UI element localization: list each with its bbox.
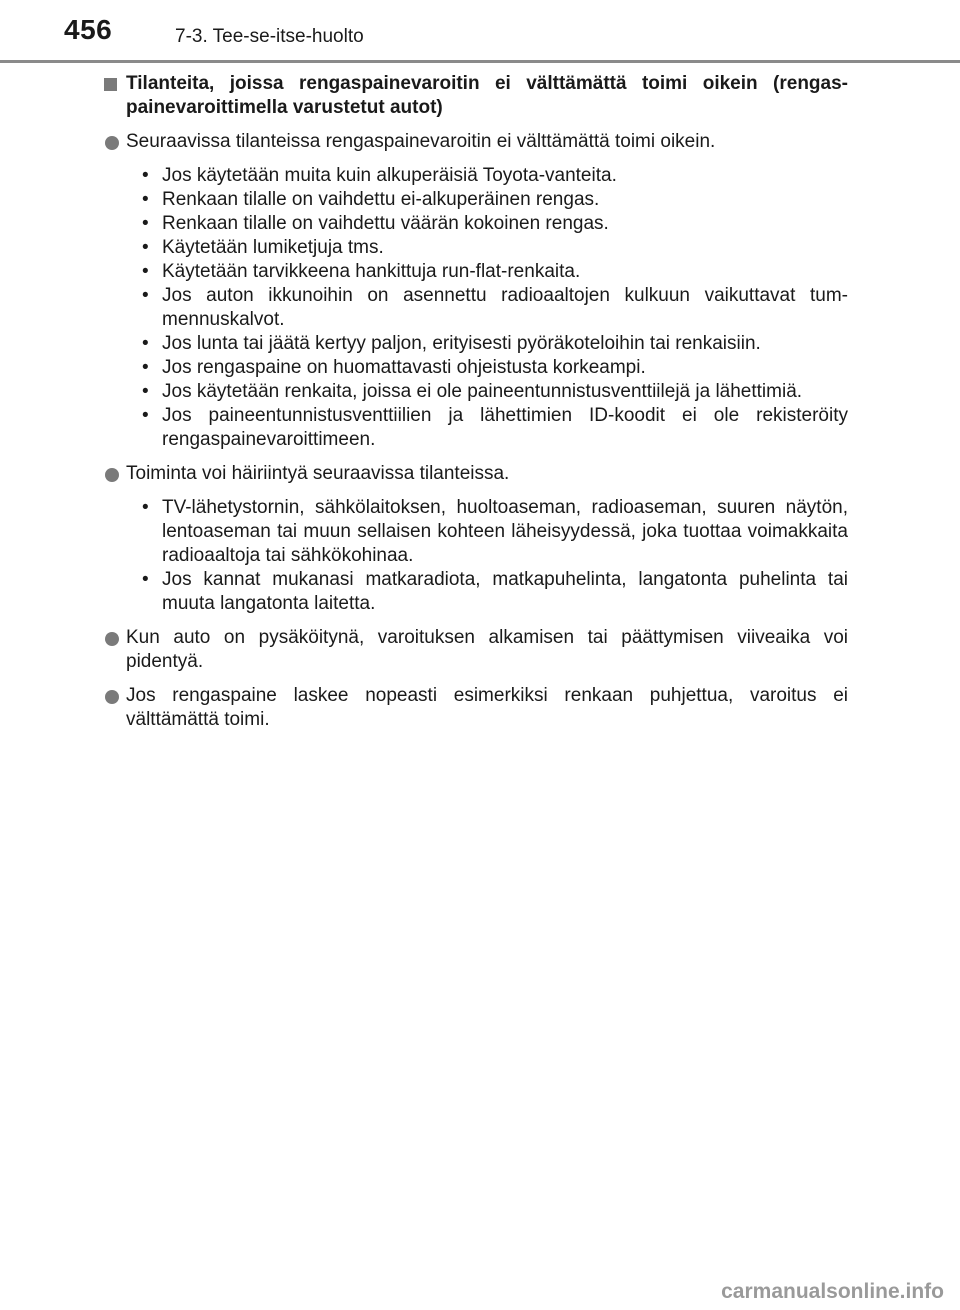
bullet-glyph: • bbox=[142, 285, 149, 306]
paragraph bbox=[104, 462, 848, 486]
bullet-glyph: • bbox=[142, 569, 149, 590]
list-item bbox=[104, 236, 848, 260]
page-number: 456 bbox=[64, 14, 113, 45]
paragraph-text: Seuraavissa tilanteissa rengaspainevaroitin ei välttämättä toimi oikein. bbox=[126, 131, 716, 152]
bullet-list bbox=[104, 496, 848, 616]
bullet-glyph: • bbox=[142, 357, 149, 378]
paragraph bbox=[104, 626, 848, 674]
paragraph-text: Jos rengaspaine laskee nopeasti esimerkiksi renkaan puhjettua, varoitus ei välttämättä toimi. bbox=[126, 685, 848, 730]
circle-bullet-icon bbox=[105, 468, 119, 482]
list-item-text: Jos kannat mukanasi matkaradiota, matkapuhelinta, langatonta puhelinta tai muuta langatonta laitetta. bbox=[162, 569, 848, 614]
list-item-text: Renkaan tilalle on vaihdettu ei-alkuperäinen rengas. bbox=[162, 189, 600, 210]
list-item bbox=[104, 568, 848, 616]
circle-bullet-icon bbox=[105, 136, 119, 150]
list-item bbox=[104, 404, 848, 452]
list-item bbox=[104, 260, 848, 284]
paragraph bbox=[104, 130, 848, 154]
list-item-text: Jos auton ikkunoihin on asennettu radioaaltojen kulkuun vaikuttavat tummennuskalvot. bbox=[162, 285, 848, 330]
section-title: 7-3. Tee-se-itse-huolto bbox=[175, 26, 364, 47]
header-divider bbox=[0, 60, 960, 63]
page-content bbox=[104, 72, 848, 742]
section-heading bbox=[104, 72, 848, 120]
bullet-glyph: • bbox=[142, 405, 149, 426]
list-item bbox=[104, 284, 848, 332]
list-item-text: Jos paineentunnistusventtiilien ja lähettimien ID-koodit ei ole rekisteröity rengaspainevaroittimeen. bbox=[162, 405, 848, 450]
list-item bbox=[104, 332, 848, 356]
circle-bullet-icon bbox=[105, 690, 119, 704]
list-item-text: Jos käytetään muita kuin alkuperäisiä Toyota-vanteita. bbox=[162, 165, 617, 186]
list-item-text: Jos käytetään renkaita, joissa ei ole paineentunnistusventtiilejä ja lähettimiä. bbox=[162, 381, 803, 402]
paragraph-text: Toiminta voi häiriintyä seuraavissa tilanteissa. bbox=[126, 463, 510, 484]
bullet-glyph: • bbox=[142, 213, 149, 234]
list-item-text: Renkaan tilalle on vaihdettu väärän kokoinen rengas. bbox=[162, 213, 609, 234]
bullet-glyph: • bbox=[142, 333, 149, 354]
bullet-glyph: • bbox=[142, 237, 149, 258]
list-item bbox=[104, 212, 848, 236]
paragraph bbox=[104, 684, 848, 732]
bullet-glyph: • bbox=[142, 381, 149, 402]
page-header bbox=[0, 0, 960, 60]
section-heading-text: Tilanteita, joissa rengaspainevaroitin ei välttämättä toimi oikein (rengaspainevaroittimella varustetut autot) bbox=[126, 73, 848, 118]
list-item-text: Käytetään tarvikkeena hankittuja run-flat-renkaita. bbox=[162, 261, 581, 282]
list-item bbox=[104, 164, 848, 188]
bullet-glyph: • bbox=[142, 261, 149, 282]
list-item bbox=[104, 496, 848, 568]
list-item bbox=[104, 188, 848, 212]
watermark: carmanualsonline.info bbox=[721, 1280, 944, 1303]
list-item bbox=[104, 356, 848, 380]
bullet-list bbox=[104, 164, 848, 452]
list-item-text: Jos rengaspaine on huomattavasti ohjeistusta korkeampi. bbox=[162, 357, 646, 378]
list-item-text: TV-lähetystornin, sähkölaitoksen, huoltoaseman, radioaseman, suuren näytön, lentoaseman tai muun sellaisen kohteen läheisyydessä, joka tuottaa voimakkaita radioaaltoja tai sähkökohinaa. bbox=[162, 497, 848, 566]
list-item-text: Jos lunta tai jäätä kertyy paljon, erityisesti pyöräkoteloihin tai renkaisiin. bbox=[162, 333, 761, 354]
bullet-glyph: • bbox=[142, 189, 149, 210]
circle-bullet-icon bbox=[105, 632, 119, 646]
list-item-text: Käytetään lumiketjuja tms. bbox=[162, 237, 384, 258]
paragraph-text: Kun auto on pysäköitynä, varoituksen alkamisen tai päättymisen viiveaika voi pidentyä. bbox=[126, 627, 848, 672]
bullet-glyph: • bbox=[142, 497, 149, 518]
list-item bbox=[104, 380, 848, 404]
content-blocks bbox=[104, 130, 848, 732]
bullet-glyph: • bbox=[142, 165, 149, 186]
square-bullet-icon bbox=[104, 78, 117, 91]
